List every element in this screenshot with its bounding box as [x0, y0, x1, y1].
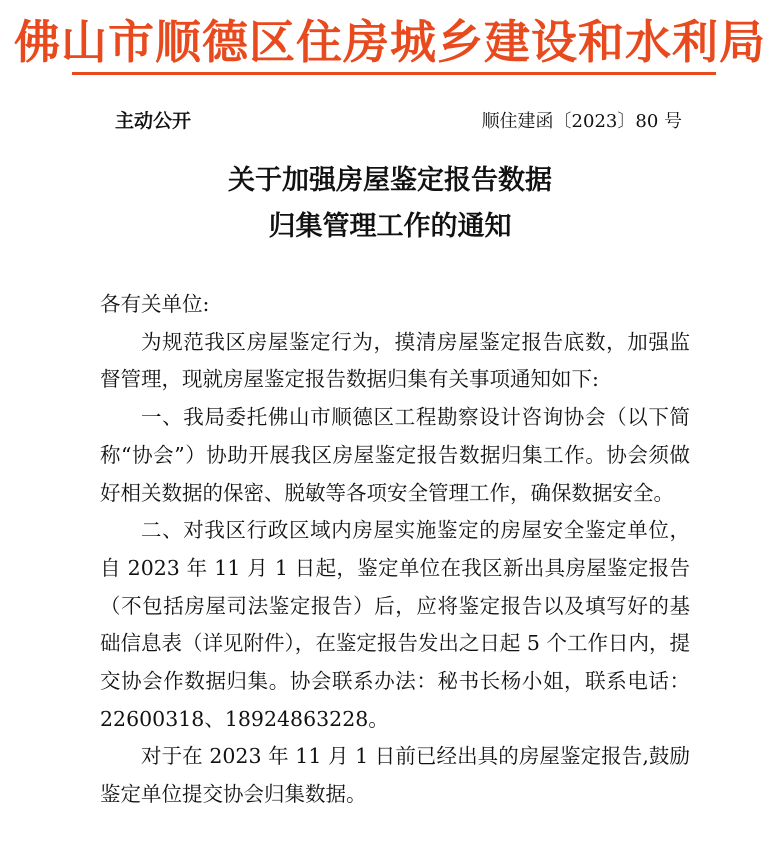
- body-paragraph-item-3: 对于在 2023 年 11 月 1 日前已经出具的房屋鉴定报告,鼓励鉴定单位提交协会归集数据。: [100, 744, 690, 807]
- letterhead-divider: [72, 72, 716, 75]
- document-title-line-1: 关于加强房屋鉴定报告数据: [228, 165, 552, 196]
- body-paragraph-intro: 为规范我区房屋鉴定行为，摸清房屋鉴定报告底数，加强监督管理，现就房屋鉴定报告数据归集有关事项通知如下:: [100, 329, 690, 392]
- salutation: 各有关单位:: [100, 292, 210, 316]
- agency-letterhead: 佛山市顺德区住房城乡建设和水利局: [14, 15, 766, 69]
- document-number: 顺住建函〔2023〕80 号: [481, 111, 682, 132]
- body-paragraph-item-2: 二、对我区行政区域内房屋实施鉴定的房屋安全鉴定单位，自 2023 年 11 月 1 日起，鉴定单位在我区新出具房屋鉴定报告（不包括房屋司法鉴定报告）后，应将鉴定报告以及填写好的基础信息表（详见附件），在鉴定报告发出之日起 5 个工作日内，提交协会作数据归集。协会联系办法：秘书长杨小姐，联系电话：22600318、18924863228。: [100, 518, 690, 731]
- document-title-line-2: 归集管理工作的通知: [268, 211, 512, 242]
- disclosure-label: 主动公开: [115, 110, 192, 132]
- document-title: [0, 158, 780, 250]
- document-body: [100, 286, 690, 814]
- body-paragraph-item-1: 一、我局委托佛山市顺德区工程勘察设计咨询协会（以下简称“协会”）协助开展我区房屋鉴定报告数据归集工作。协会须做好相关数据的保密、脱敏等各项安全管理工作，确保数据安全。: [100, 405, 690, 505]
